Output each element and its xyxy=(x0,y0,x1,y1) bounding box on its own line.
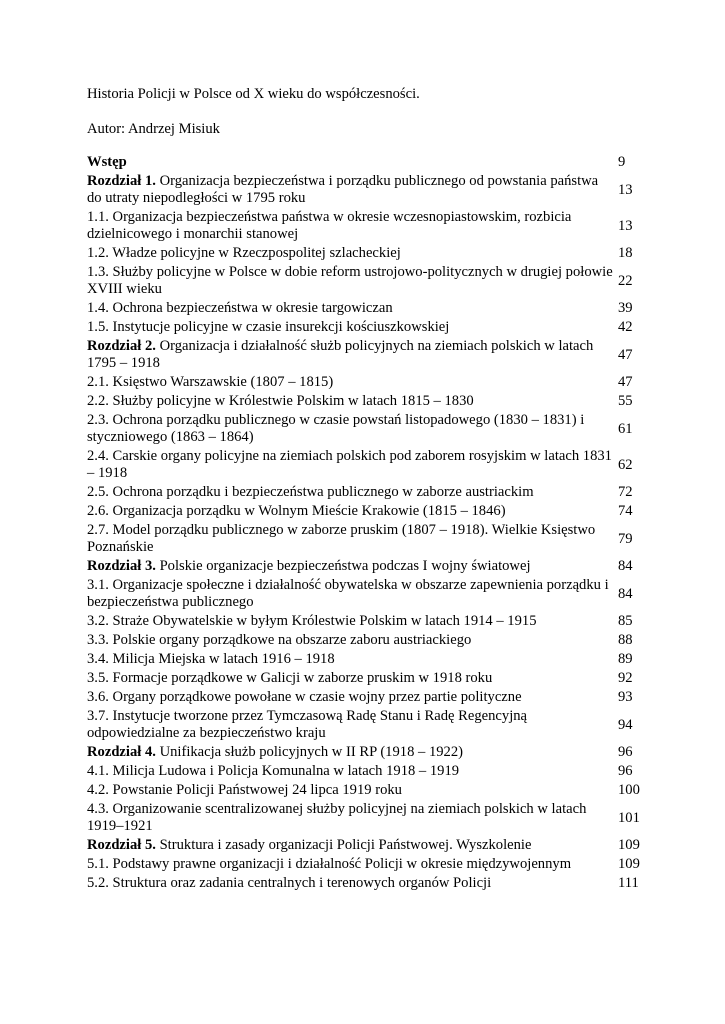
toc-entry-title xyxy=(87,484,615,501)
toc-entry-text: Polskie organizacje bezpieczeństwa podczas I wojny światowej xyxy=(155,558,531,574)
toc-entry xyxy=(87,576,639,612)
toc-entry-title xyxy=(87,782,615,799)
toc-entry-page: 22 xyxy=(618,272,633,289)
toc-entry-text: 2.7. Model porządku publicznego w zaborze pruskim (1807 – 1918). Wielkie Księstwo Poznańskie xyxy=(87,522,596,555)
toc-entry xyxy=(87,800,639,836)
toc-entry-title xyxy=(87,245,615,262)
toc-entry-heading: Rozdział 1. xyxy=(87,173,156,189)
toc-entry-page: 62 xyxy=(618,456,633,473)
toc-entry-title xyxy=(87,763,615,780)
toc-entry xyxy=(87,483,639,502)
toc-entry-title xyxy=(87,209,615,243)
toc-entry xyxy=(87,855,639,874)
toc-entry-title xyxy=(87,503,615,520)
toc-entry-title xyxy=(87,393,615,410)
toc-entry xyxy=(87,762,639,781)
toc-entry-text: 1.1. Organizacja bezpieczeństwa państwa w okresie wczesnopiastowskim, rozbicia dzielnicowego i monarchii stanowej xyxy=(87,209,572,242)
toc-entry-text: 1.5. Instytucje policyjne w czasie insurekcji kościuszkowskiej xyxy=(87,319,450,335)
toc-entry-page: 61 xyxy=(618,420,633,437)
toc-entry xyxy=(87,172,639,208)
toc-entry-page: 55 xyxy=(618,393,633,409)
toc-entry-title xyxy=(87,689,615,706)
toc-entry xyxy=(87,836,639,855)
toc-entry-page: 74 xyxy=(618,503,633,519)
toc-entry xyxy=(87,153,639,172)
table-of-contents xyxy=(87,153,639,893)
toc-entry-text: 2.4. Carskie organy policyjne na ziemiach polskich pod zaborem rosyjskim w latach 1831 – 1918 xyxy=(87,448,612,481)
toc-entry-page: 96 xyxy=(618,763,633,779)
toc-entry-page: 42 xyxy=(618,319,633,335)
toc-entry-page: 47 xyxy=(618,346,633,363)
toc-entry-text: Struktura i zasady organizacji Policji Państwowej. Wyszkolenie xyxy=(155,837,532,853)
toc-entry xyxy=(87,208,639,244)
toc-entry-page: 13 xyxy=(618,181,633,198)
toc-entry-title xyxy=(87,744,615,761)
toc-entry-page: 84 xyxy=(618,585,633,602)
toc-entry-text: 3.7. Instytucje tworzone przez Tymczasową Radę Stanu i Radę Regencyjną odpowiedzialne za bezpieczeństwo kraju xyxy=(87,708,528,741)
toc-entry-title xyxy=(87,670,615,687)
toc-entry-page: 89 xyxy=(618,651,633,667)
toc-entry-text: 3.4. Milicja Miejska w latach 1916 – 1918 xyxy=(87,651,335,667)
toc-entry-title xyxy=(87,300,615,317)
toc-entry-text: 2.5. Ochrona porządku i bezpieczeństwa publicznego w zaborze austriackim xyxy=(87,484,534,500)
toc-entry-text: Unifikacja służb policyjnych w II RP (1918 – 1922) xyxy=(155,744,464,760)
toc-entry-text: 3.1. Organizacje społeczne i działalność obywatelska w obszarze zapewnienia porządku i bezpieczeństwa publicznego xyxy=(87,577,609,610)
toc-entry-title xyxy=(87,522,615,556)
toc-entry xyxy=(87,244,639,263)
toc-entry-page: 111 xyxy=(618,875,639,891)
toc-entry-page: 109 xyxy=(618,837,640,853)
toc-entry-title xyxy=(87,173,615,207)
toc-entry-heading: Wstęp xyxy=(87,154,127,170)
toc-entry xyxy=(87,263,639,299)
toc-entry-page: 94 xyxy=(618,716,633,733)
toc-entry-heading: Rozdział 3. xyxy=(87,558,156,574)
toc-entry-title xyxy=(87,801,615,835)
toc-entry xyxy=(87,521,639,557)
toc-entry-page: 88 xyxy=(618,632,633,648)
toc-entry xyxy=(87,318,639,337)
document-author: Autor: Andrzej Misiuk xyxy=(87,121,220,137)
document-title: Historia Policji w Polsce od X wieku do współczesności. xyxy=(87,86,420,102)
toc-entry xyxy=(87,392,639,411)
toc-entry-title xyxy=(87,374,615,391)
toc-entry-title xyxy=(87,338,615,372)
toc-entry-page: 84 xyxy=(618,558,633,574)
toc-entry-title xyxy=(87,558,615,575)
toc-entry-text: 3.2. Straże Obywatelskie w byłym Królestwie Polskim w latach 1914 – 1915 xyxy=(87,613,537,629)
toc-entry-page: 18 xyxy=(618,245,633,261)
toc-entry xyxy=(87,707,639,743)
toc-entry-page: 39 xyxy=(618,300,633,316)
toc-entry-text: 2.6. Organizacja porządku w Wolnym Mieście Krakowie (1815 – 1846) xyxy=(87,503,506,519)
toc-entry-title xyxy=(87,448,615,482)
toc-entry-title xyxy=(87,632,615,649)
toc-entry-page: 92 xyxy=(618,670,633,686)
toc-entry xyxy=(87,669,639,688)
toc-entry xyxy=(87,337,639,373)
toc-entry-title xyxy=(87,856,615,873)
toc-entry-text: 1.4. Ochrona bezpieczeństwa w okresie targowiczan xyxy=(87,300,393,316)
toc-entry-text: 2.3. Ochrona porządku publicznego w czasie powstań listopadowego (1830 – 1831) i styczniowego (1863 – 1864) xyxy=(87,412,585,445)
toc-entry-title xyxy=(87,613,615,630)
toc-entry-page: 85 xyxy=(618,613,633,629)
toc-entry-title xyxy=(87,154,615,171)
toc-entry-page: 9 xyxy=(618,154,626,170)
toc-entry-text: 3.3. Polskie organy porządkowe na obszarze zaboru austriackiego xyxy=(87,632,472,648)
toc-entry-page: 47 xyxy=(618,374,633,390)
toc-entry-page: 100 xyxy=(618,782,640,798)
toc-entry-page: 93 xyxy=(618,689,633,705)
toc-entry xyxy=(87,688,639,707)
toc-entry-text: 3.5. Formacje porządkowe w Galicji w zaborze pruskim w 1918 roku xyxy=(87,670,493,686)
toc-entry-heading: Rozdział 5. xyxy=(87,837,156,853)
toc-entry-title xyxy=(87,837,615,854)
toc-entry xyxy=(87,781,639,800)
toc-entry xyxy=(87,447,639,483)
toc-entry-title xyxy=(87,319,615,336)
toc-entry xyxy=(87,650,639,669)
toc-entry-page: 109 xyxy=(618,856,640,872)
toc-entry xyxy=(87,612,639,631)
toc-entry-text: 5.1. Podstawy prawne organizacji i działalność Policji w okresie międzywojennym xyxy=(87,856,572,872)
toc-entry-text: 4.2. Powstanie Policji Państwowej 24 lipca 1919 roku xyxy=(87,782,402,798)
toc-entry-page: 96 xyxy=(618,744,633,760)
toc-entry-text: 4.3. Organizowanie scentralizowanej służby policyjnej na ziemiach polskich w latach 1919–1921 xyxy=(87,801,587,834)
toc-entry-page: 13 xyxy=(618,217,633,234)
toc-entry-heading: Rozdział 2. xyxy=(87,338,156,354)
toc-entry-title xyxy=(87,651,615,668)
toc-entry-text: 2.2. Służby policyjne w Królestwie Polskim w latach 1815 – 1830 xyxy=(87,393,474,409)
toc-entry xyxy=(87,411,639,447)
toc-entry-text: Organizacja i działalność służb policyjnych na ziemiach polskich w latach 1795 – 1918 xyxy=(87,338,594,371)
toc-entry xyxy=(87,631,639,650)
toc-entry-page: 72 xyxy=(618,484,633,500)
toc-entry xyxy=(87,299,639,318)
toc-entry-text: 2.1. Księstwo Warszawskie (1807 – 1815) xyxy=(87,374,334,390)
toc-entry xyxy=(87,502,639,521)
toc-entry xyxy=(87,557,639,576)
toc-entry-title xyxy=(87,708,615,742)
toc-entry-page: 79 xyxy=(618,530,633,547)
toc-entry-title xyxy=(87,412,615,446)
toc-entry-text: Organizacja bezpieczeństwa i porządku publicznego od powstania państwa do utraty niepodległości w 1795 roku xyxy=(87,173,599,206)
toc-entry-heading: Rozdział 4. xyxy=(87,744,156,760)
toc-entry xyxy=(87,743,639,762)
toc-entry-text: 1.3. Służby policyjne w Polsce w dobie reform ustrojowo-politycznych w drugiej połowie XVIII wieku xyxy=(87,264,613,297)
toc-entry-title xyxy=(87,264,615,298)
toc-entry-text: 4.1. Milicja Ludowa i Policja Komunalna w latach 1918 – 1919 xyxy=(87,763,460,779)
toc-entry-title xyxy=(87,875,615,892)
toc-entry-text: 5.2. Struktura oraz zadania centralnych i terenowych organów Policji xyxy=(87,875,492,891)
toc-entry-page: 101 xyxy=(618,809,640,826)
toc-entry xyxy=(87,373,639,392)
toc-entry-text: 1.2. Władze policyjne w Rzeczpospolitej szlacheckiej xyxy=(87,245,401,261)
toc-entry xyxy=(87,874,639,893)
toc-entry-title xyxy=(87,577,615,611)
toc-entry-text: 3.6. Organy porządkowe powołane w czasie wojny przez partie polityczne xyxy=(87,689,522,705)
